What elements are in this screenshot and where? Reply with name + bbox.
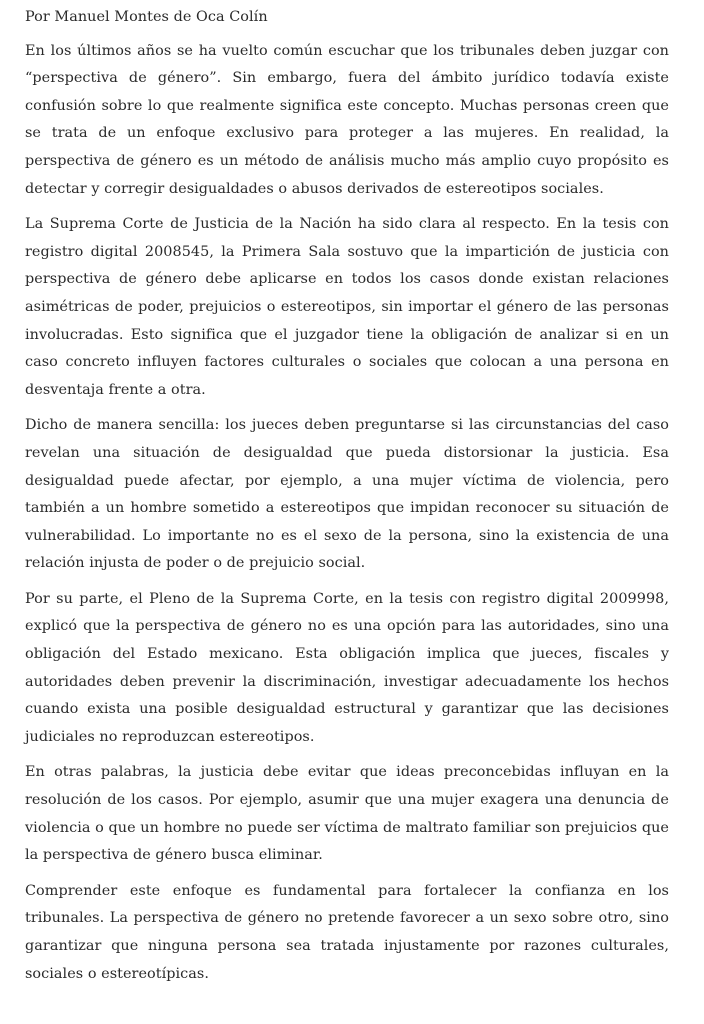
article-body: [25, 4, 669, 996]
article-paragraph-1: En los últimos años se ha vuelto común escuchar que los tribunales deben juzgar con “perspectiva de género”. Sin embargo, fuera del ámbito jurídico todavía existe confusión sobre lo que realmente significa este concepto. Muchas personas creen que se trata de un enfoque exclusivo para proteger a las mujeres. En realidad, la perspectiva de género es un método de análisis mucho más amplio cuyo propósito es detectar y corregir desigualdades o abusos derivados de estereotipos sociales.: [25, 42, 669, 197]
article-paragraph-5: En otras palabras, la justicia debe evitar que ideas preconcebidas influyan en la resolución de los casos. Por ejemplo, asumir que una mujer exagera una denuncia de violencia o que un hombre no puede ser víctima de maltrato familiar son prejuicios que la perspectiva de género busca eliminar.: [25, 764, 669, 864]
article-paragraph-6: Comprender este enfoque es fundamental para fortalecer la confianza en los tribunales. La perspectiva de género no pretende favorecer a un sexo sobre otro, sino garantizar que ninguna persona sea tratada injustamente por razones culturales, sociales o estereotípicas.: [25, 882, 669, 982]
article-paragraph-3: Dicho de manera sencilla: los jueces deben preguntarse si las circunstancias del caso revelan una situación de desigualdad que pueda distorsionar la justicia. Esa desigualdad puede afectar, por ejemplo, a una mujer víctima de violencia, pero también a un hombre sometido a estereotipos que impidan reconocer su situación de vulnerabilidad. Lo importante no es el sexo de la persona, sino la existencia de una relación injusta de poder o de prejuicio social.: [25, 417, 669, 572]
author-byline: Por Manuel Montes de Oca Colín: [25, 9, 268, 25]
article-paragraph-4: Por su parte, el Pleno de la Suprema Corte, en la tesis con registro digital 2009998, explicó que la perspectiva de género no es una opción para las autoridades, sino una obligación del Estado mexicano. Esta obligación implica que jueces, fiscales y autoridades deben prevenir la discriminación, investigar adecuadamente los hechos cuando exista una posible desigualdad estructural y garantizar que las decisiones judiciales no reproduzcan estereotipos.: [25, 590, 669, 745]
article-paragraph-2: La Suprema Corte de Justicia de la Nación ha sido clara al respecto. En la tesis con registro digital 2008545, la Primera Sala sostuvo que la impartición de justicia con perspectiva de género debe aplicarse en todos los casos donde existan relaciones asimétricas de poder, prejuicios o estereotipos, sin importar el género de las personas involucradas. Esto significa que el juzgador tiene la obligación de analizar si en un caso concreto influyen factores culturales o sociales que colocan a una persona en desventaja frente a otra.: [25, 216, 669, 398]
